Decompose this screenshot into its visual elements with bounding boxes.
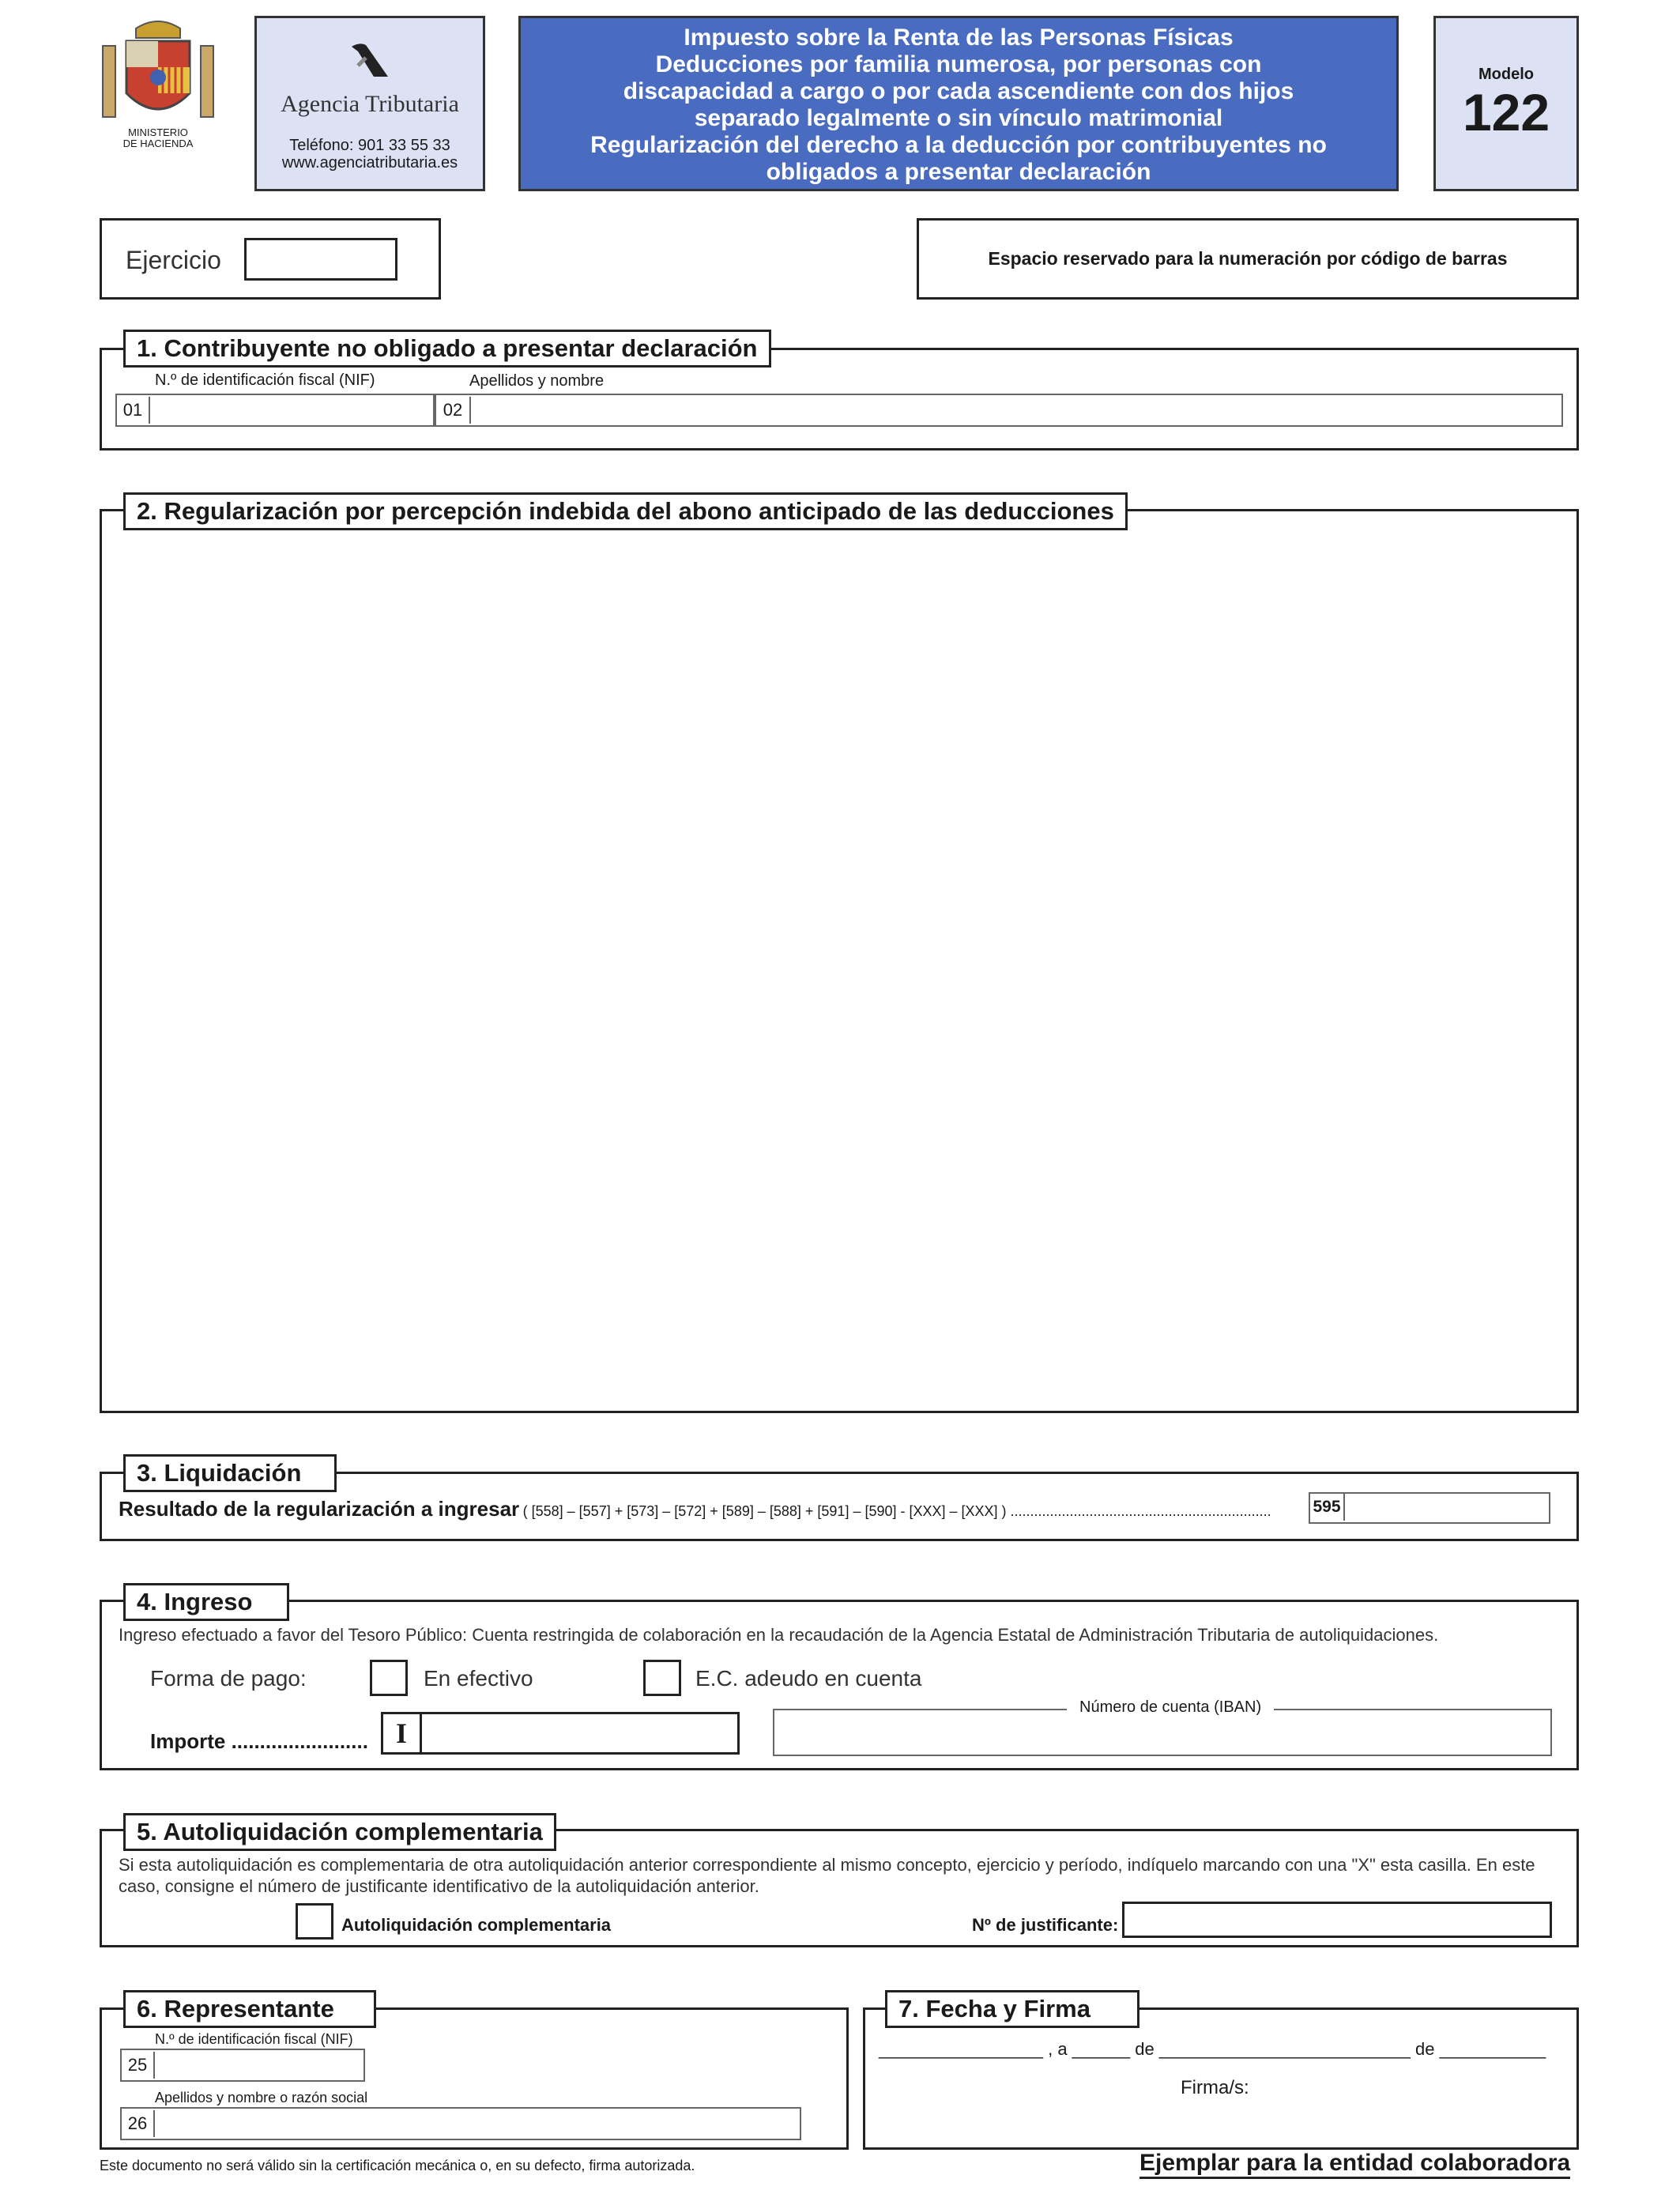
firma-label: Firma/s: bbox=[1181, 2077, 1249, 2098]
section7-title: 7. Fecha y Firma bbox=[885, 1990, 1139, 2028]
form-title-line: separado legalmente o sin vínculo matrimonial bbox=[694, 105, 1223, 131]
adeudo-checkbox[interactable] bbox=[643, 1660, 681, 1696]
code-595: 595 bbox=[1310, 1494, 1345, 1521]
code-02: 02 bbox=[436, 397, 471, 424]
form-title-line: Regularización del derecho a la deducción por contribuyentes no bbox=[590, 132, 1327, 158]
agency-phone: Teléfono: 901 33 55 33 bbox=[289, 137, 450, 154]
section2-panel bbox=[100, 509, 1579, 1413]
section2-title: 2. Regularización por percepción indebida del abono anticipado de las deducciones bbox=[123, 492, 1128, 530]
code-25: 25 bbox=[122, 2052, 155, 2079]
ejercicio-box bbox=[100, 218, 441, 300]
ejercicio-label: Ejercicio bbox=[126, 246, 221, 274]
agency-name: Agencia Tributaria bbox=[281, 91, 459, 117]
section6-nif-label: N.º de identificación fiscal (NIF) bbox=[155, 2031, 353, 2047]
section1-title: 1. Contribuyente no obligado a presentar declaración bbox=[123, 330, 771, 368]
justificante-label: Nº de justificante: bbox=[972, 1915, 1119, 1935]
section4-desc: Ingreso efectuado a favor del Tesoro Público: Cuenta restringida de colaboración en la recaudación de la Agencia Estatal de Administración Tributaria de autoliquidaciones. bbox=[119, 1625, 1439, 1645]
complementaria-label: Autoliquidación complementaria bbox=[341, 1915, 612, 1935]
section3-formula: ( [558] – [557] + [573] – [572] + [589] – [588] + [591] – [590] - [XXX] – [XXX] ) .................................................................. bbox=[522, 1503, 1271, 1519]
section6-name-field[interactable] bbox=[120, 2107, 801, 2140]
form-title bbox=[521, 25, 1396, 186]
modelo-box bbox=[1433, 16, 1579, 191]
efectivo-checkbox[interactable] bbox=[370, 1660, 408, 1696]
footer-disclaimer: Este documento no será válido sin la certificación mecánica o, en su defecto, firma autorizada. bbox=[100, 2158, 695, 2173]
date-line[interactable]: _________________ , a ______ de __________________________ de ___________ bbox=[879, 2039, 1546, 2059]
section1-name-label: Apellidos y nombre bbox=[469, 372, 605, 390]
justificante-field[interactable] bbox=[1122, 1902, 1552, 1938]
section3-result-label: Resultado de la regularización a ingresar bbox=[119, 1497, 520, 1521]
adeudo-label: E.C. adeudo en cuenta bbox=[695, 1666, 922, 1691]
ejercicio-input[interactable] bbox=[244, 238, 397, 281]
form-title-line: obligados a presentar declaración bbox=[766, 159, 1151, 185]
agency-box bbox=[254, 16, 485, 191]
section1-nif-field[interactable] bbox=[115, 394, 435, 427]
complementaria-checkbox[interactable] bbox=[296, 1903, 333, 1940]
importe-code: I bbox=[383, 1714, 422, 1752]
ministry-logo bbox=[95, 14, 221, 156]
barcode-text: Espacio reservado para la numeración por código de barras bbox=[988, 248, 1508, 269]
ministry-name: MINISTERIO DE HACIENDA bbox=[122, 126, 194, 149]
footer-copy: Ejemplar para la entidad colaboradora bbox=[1139, 2150, 1570, 2179]
importe-label: Importe ........................ bbox=[150, 1729, 368, 1753]
section6-nif-field[interactable] bbox=[120, 2049, 365, 2082]
barcode-area bbox=[917, 218, 1579, 300]
section6-title: 6. Representante bbox=[123, 1990, 376, 2028]
section6-name-label: Apellidos y nombre o razón social bbox=[155, 2090, 368, 2105]
section5-title: 5. Autoliquidación complementaria bbox=[123, 1813, 556, 1851]
code-01: 01 bbox=[117, 397, 150, 424]
form-title-line: Impuesto sobre la Renta de las Personas Físicas bbox=[684, 25, 1234, 51]
form-title-box bbox=[518, 16, 1399, 191]
forma-pago-label: Forma de pago: bbox=[150, 1666, 307, 1691]
agency-web: www.agenciatributaria.es bbox=[281, 154, 458, 172]
section1-nif-label: N.º de identificación fiscal (NIF) bbox=[155, 371, 375, 389]
iban-label: Número de cuenta (IBAN) bbox=[1067, 1698, 1274, 1717]
section3-title: 3. Liquidación bbox=[123, 1454, 337, 1492]
agency-logo-icon bbox=[342, 37, 397, 85]
section4-title: 4. Ingreso bbox=[123, 1583, 289, 1621]
code-26: 26 bbox=[122, 2110, 155, 2137]
section1-name-field[interactable] bbox=[435, 394, 1563, 427]
modelo-label: Modelo bbox=[1478, 66, 1534, 83]
form-title-line: discapacidad a cargo o por cada ascendiente con dos hijos bbox=[623, 78, 1294, 104]
section3-595-field[interactable] bbox=[1309, 1492, 1550, 1524]
section3-result bbox=[119, 1497, 1271, 1521]
importe-field[interactable] bbox=[381, 1712, 740, 1755]
form-title-line: Deducciones por familia numerosa, por personas con bbox=[655, 51, 1262, 77]
modelo-number: 122 bbox=[1462, 83, 1550, 141]
section5-desc: Si esta autoliquidación es complementaria de otra autoliquidación anterior correspondiente al mismo concepto, ejercicio y período, indíquelo marcando con una "X" esta casilla. En este caso, consigne el número de justificante identificativo de la autoliquidación anterior. bbox=[119, 1855, 1535, 1896]
efectivo-label: En efectivo bbox=[424, 1666, 533, 1691]
coat-of-arms-icon bbox=[95, 14, 221, 125]
